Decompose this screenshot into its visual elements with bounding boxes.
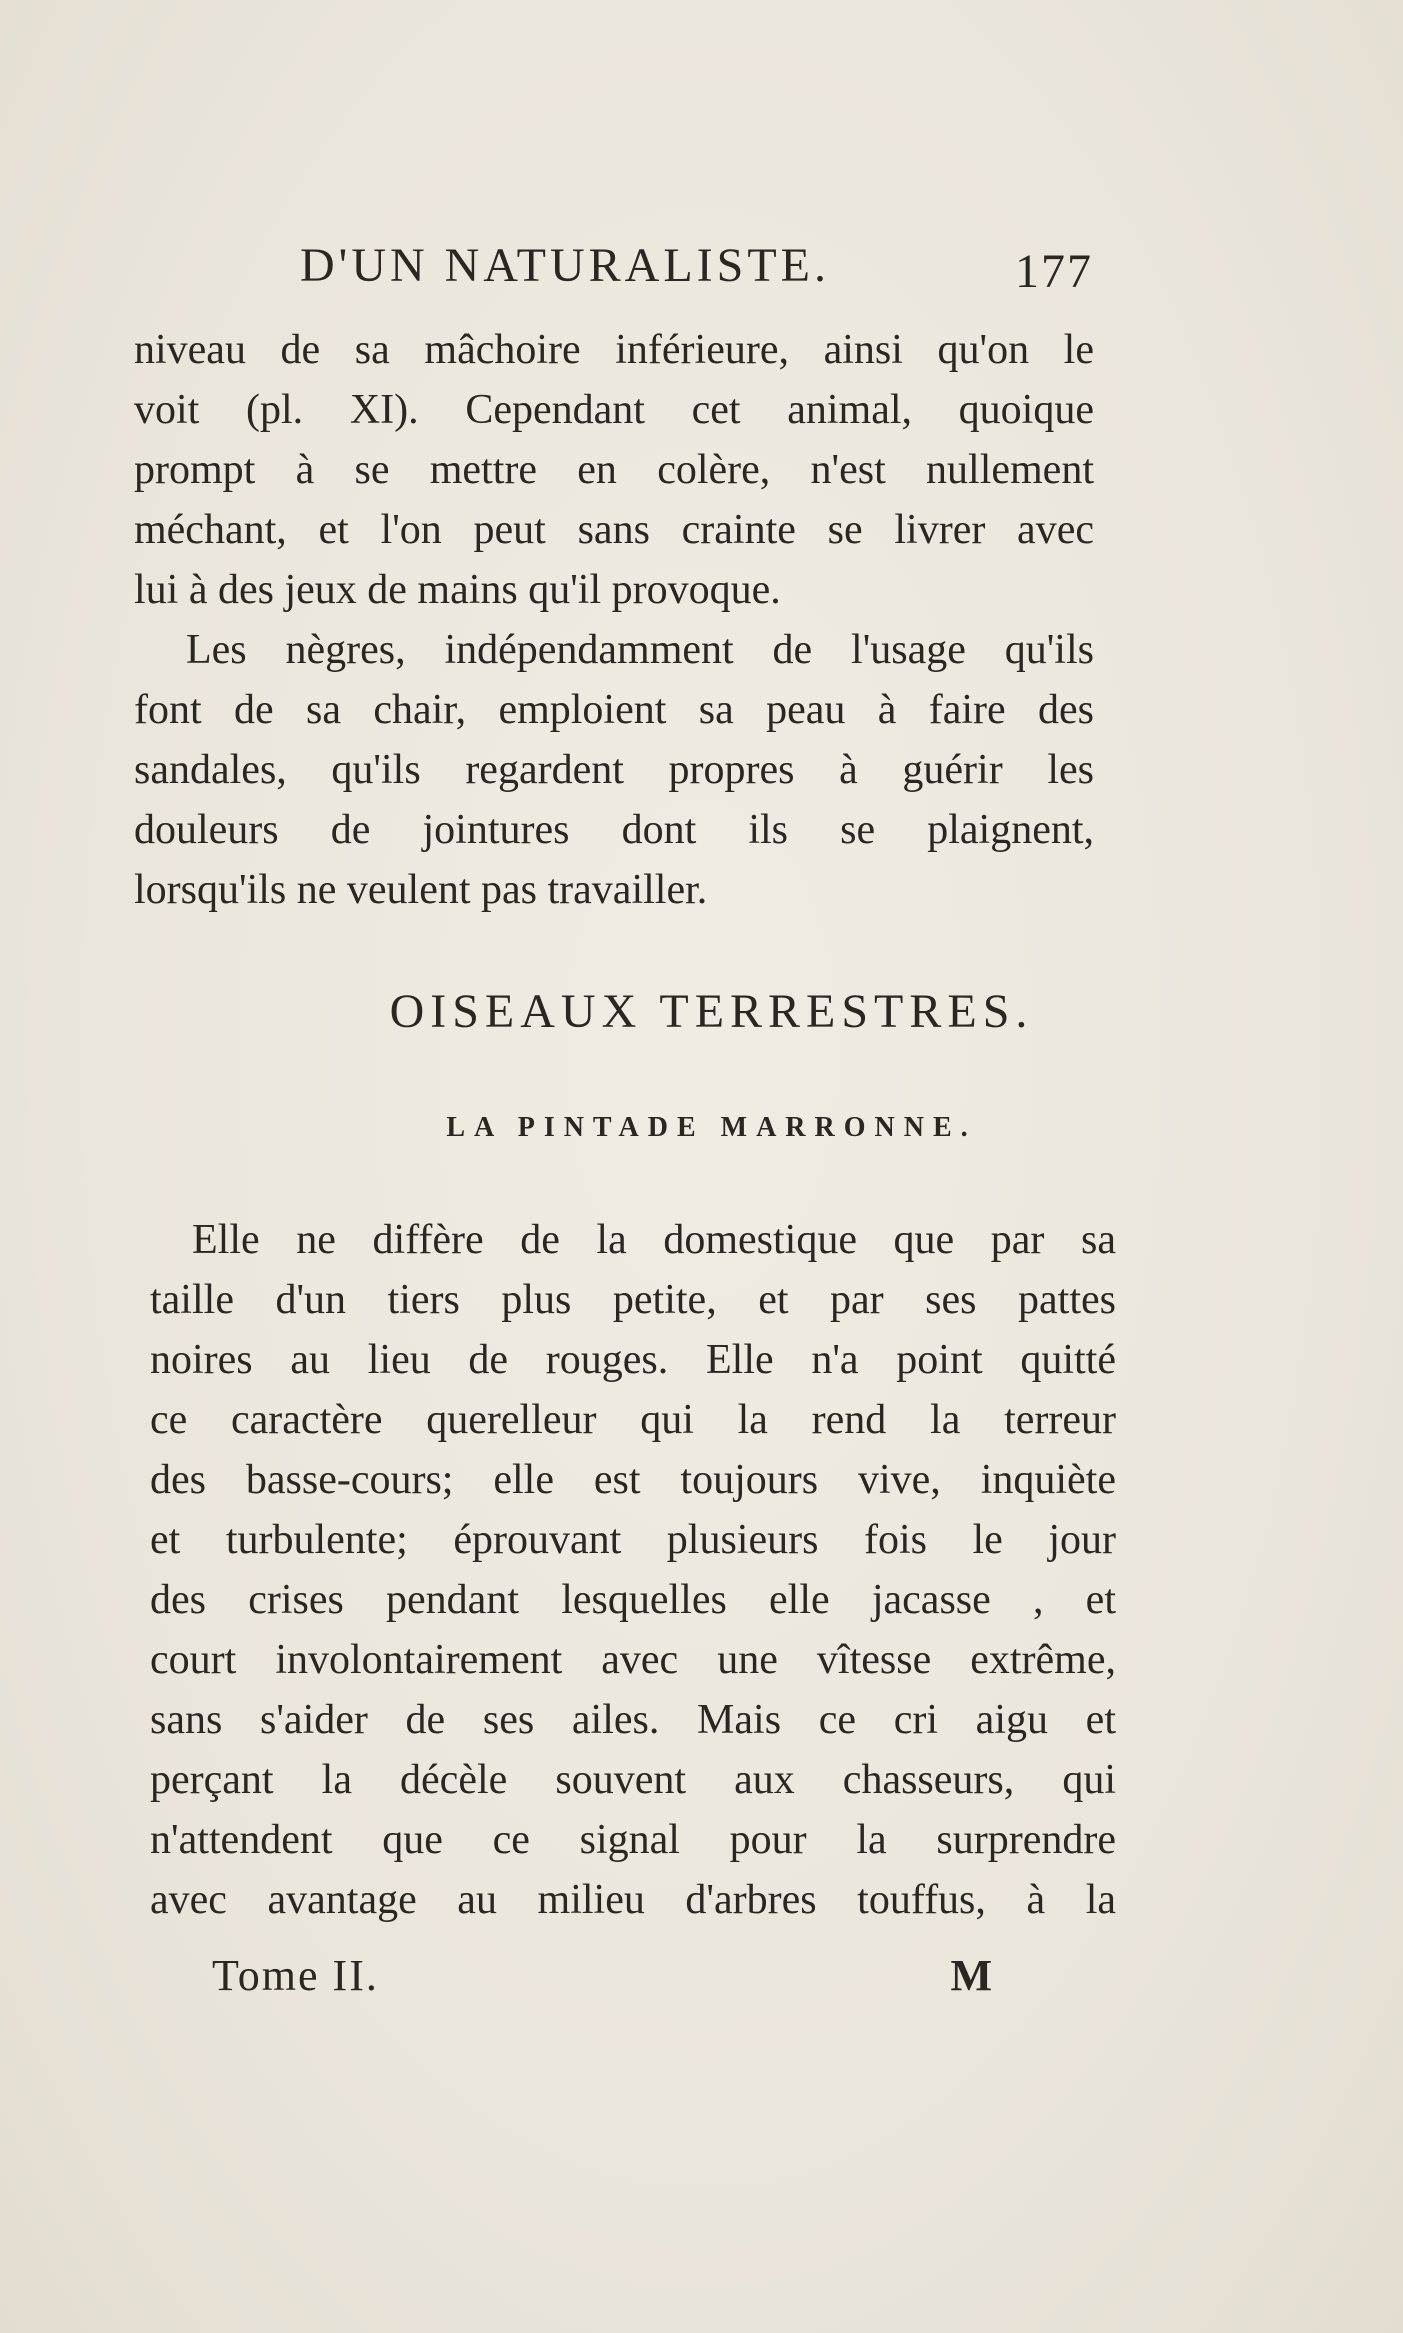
text-line: douleurs de jointures dont ils se plaignent,	[134, 807, 1094, 853]
text-line: court involontairement avec une vîtesse extrême,	[150, 1637, 1116, 1683]
text-line: prompt à se mettre en colère, n'est nullement	[134, 447, 1094, 493]
text-line: Les nègres, indépendamment de l'usage qu'ils	[186, 627, 1094, 673]
text-line: Elle ne diffère de la domestique que par sa	[192, 1217, 1116, 1263]
page-number: 177	[1015, 245, 1093, 298]
text-line: taille d'un tiers plus petite, et par ses pattes	[150, 1277, 1116, 1323]
text-line: n'attendent que ce signal pour la surprendre	[150, 1817, 1116, 1863]
text-line: niveau de sa mâchoire inférieure, ainsi qu'on le	[134, 327, 1094, 373]
text-line: noires au lieu de rouges. Elle n'a point quitté	[150, 1337, 1116, 1383]
running-head: D'UN NATURALISTE.	[300, 239, 830, 292]
section-title: OISEAUX TERRESTRES.	[389, 985, 1034, 1038]
page-header	[300, 238, 1100, 298]
text-line: voit (pl. XI). Cependant cet animal, quoique	[134, 387, 1094, 433]
text-line: font de sa chair, emploient sa peau à faire des	[134, 687, 1094, 733]
volume-signature: Tome II.	[212, 1951, 379, 2000]
text-line: des basse-cours; elle est toujours vive, inquiète	[150, 1457, 1116, 1503]
text-line: lui à des jeux de mains qu'il provoque.	[134, 567, 781, 613]
text-line: et turbulente; éprouvant plusieurs fois le jour	[150, 1517, 1116, 1563]
text-line: perçant la décèle souvent aux chasseurs, qui	[150, 1757, 1116, 1803]
text-line: méchant, et l'on peut sans crainte se livrer avec	[134, 507, 1094, 553]
text-line: sans s'aider de ses ailes. Mais ce cri aigu et	[150, 1697, 1116, 1743]
page-footer	[212, 1950, 992, 2010]
text-line: ce caractère querelleur qui la rend la terreur	[150, 1397, 1116, 1443]
text-line: avec avantage au milieu d'arbres touffus, à la	[150, 1877, 1116, 1923]
text-line: sandales, qu'ils regardent propres à guérir les	[134, 747, 1094, 793]
text-line: lorsqu'ils ne veulent pas travailler.	[134, 867, 708, 913]
sub-title: LA PINTADE MARRONNE.	[446, 1112, 977, 1143]
gathering-signature: M	[950, 1951, 992, 2000]
text-line: des crises pendant lesquelles elle jacasse , et	[150, 1577, 1116, 1623]
